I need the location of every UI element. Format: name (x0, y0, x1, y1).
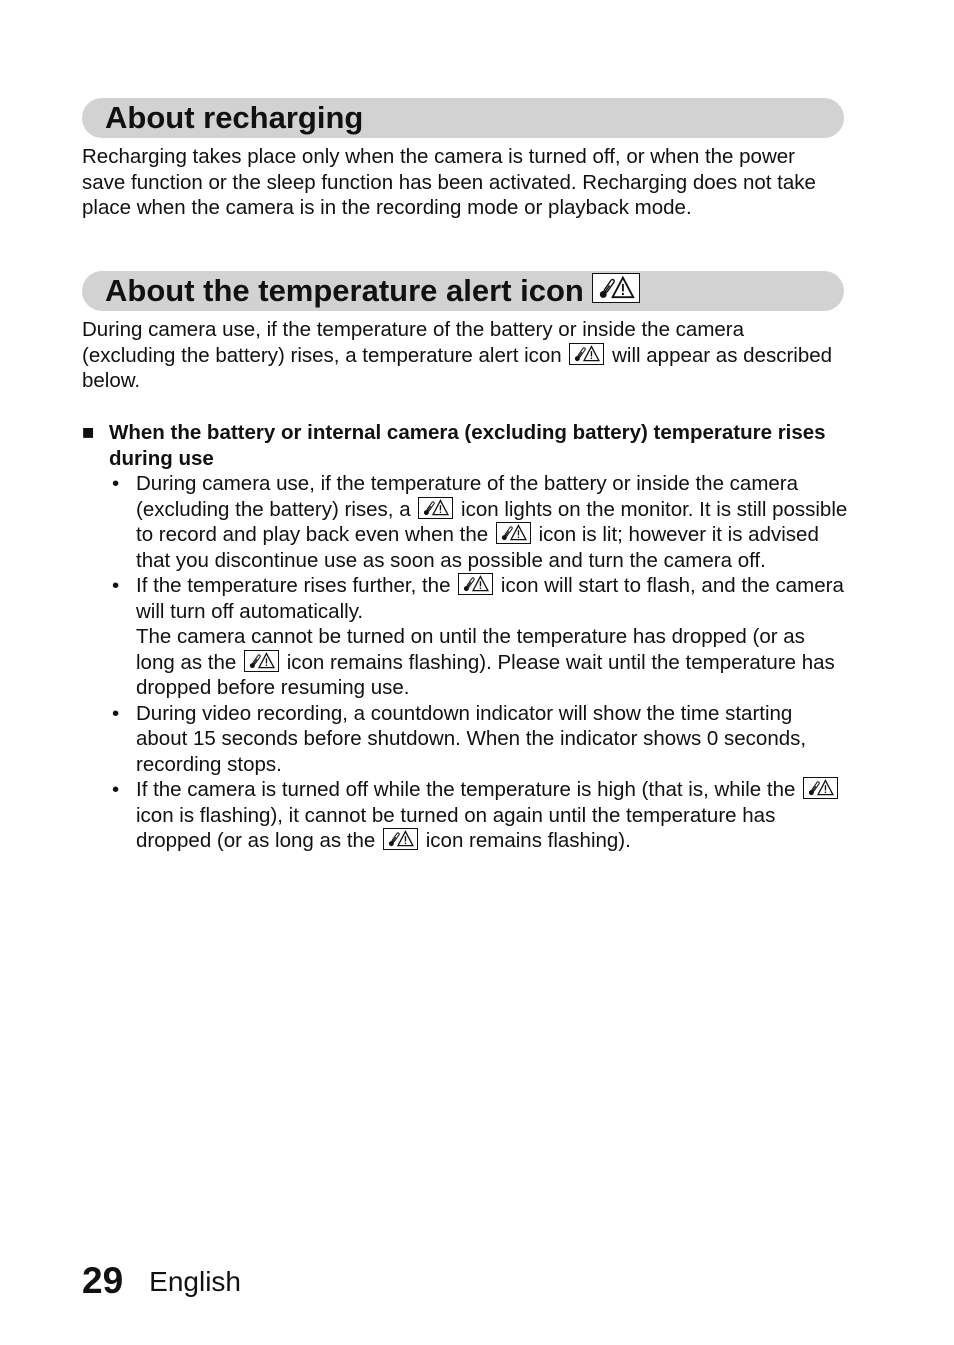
list-item-line (136, 624, 848, 701)
intro-text: During camera use, if the temperature of the battery or inside the camera (excluding the battery) rises, a temperature alert icon (82, 318, 745, 367)
subheading-text: When the battery or internal camera (excluding battery) temperature rises during use (109, 421, 826, 470)
list-item-text: icon is flashing), it cannot be turned on again until the temperature has dropped (or as long as the (136, 803, 776, 852)
subheading (82, 420, 852, 471)
section-title-temperature-alert (105, 271, 640, 311)
recharging-paragraph: Recharging takes place only when the camera is turned off, or when the power save function or the sleep function has been activated. Recharging does not take place when the camera is in the recording mode or playback mode. (82, 145, 816, 219)
temperature-alert-icon (569, 343, 604, 365)
list-item-text: icon is lit; however it is advised that you discontinue use as soon as possible and turn the camera off. (136, 523, 819, 572)
list-item-text: icon will start to flash, and the camera will turn off automatically. (136, 574, 844, 623)
page-number: 29 (82, 1260, 124, 1301)
list-item (108, 471, 848, 573)
temperature-alert-icon (383, 828, 418, 850)
temperature-alert-icon (803, 777, 838, 799)
bullet-list (108, 471, 848, 854)
list-item (108, 701, 848, 778)
language-label: English (149, 1266, 241, 1297)
list-item (108, 573, 848, 701)
section-title-text: About the temperature alert icon (105, 273, 584, 308)
list-item-text: During camera use, if the temperature of the battery or inside the camera (excluding the battery) rises, a (136, 472, 799, 521)
square-bullet-icon: ■ (82, 421, 95, 444)
list-item-text: If the camera is turned off while the temperature is high (that is, while the (136, 778, 796, 801)
temperature-intro-paragraph (82, 317, 842, 394)
temperature-alert-icon (244, 650, 279, 672)
intro-text: will appear as described below. (82, 343, 833, 392)
list-item-text: icon remains flashing). (425, 829, 631, 852)
list-item-text: If the temperature rises further, the (136, 574, 451, 597)
page-footer (82, 1258, 241, 1305)
bullet-dot: • (112, 778, 120, 801)
list-item-text: During video recording, a countdown indicator will show the time starting about 15 seconds before shutdown. When the indicator shows 0 seconds, recording stops. (136, 701, 807, 776)
list-item-text: The camera cannot be turned on until the temperature has dropped (or as long as the (136, 625, 805, 674)
bullet-dot: • (112, 472, 120, 495)
list-item-text: icon lights on the monitor. It is still possible to record and play back even when the (136, 497, 848, 546)
temperature-alert-icon (458, 573, 493, 595)
section-title-recharging: About recharging (105, 100, 364, 135)
bullet-dot: • (112, 701, 120, 725)
temperature-alert-icon (496, 522, 531, 544)
list-item-text: icon remains flashing). Please wait until the temperature has dropped before resuming use. (136, 650, 835, 699)
bullet-dot: • (112, 574, 120, 597)
temperature-alert-icon (592, 273, 640, 303)
temperature-alert-icon (418, 497, 453, 519)
list-item (108, 777, 848, 854)
